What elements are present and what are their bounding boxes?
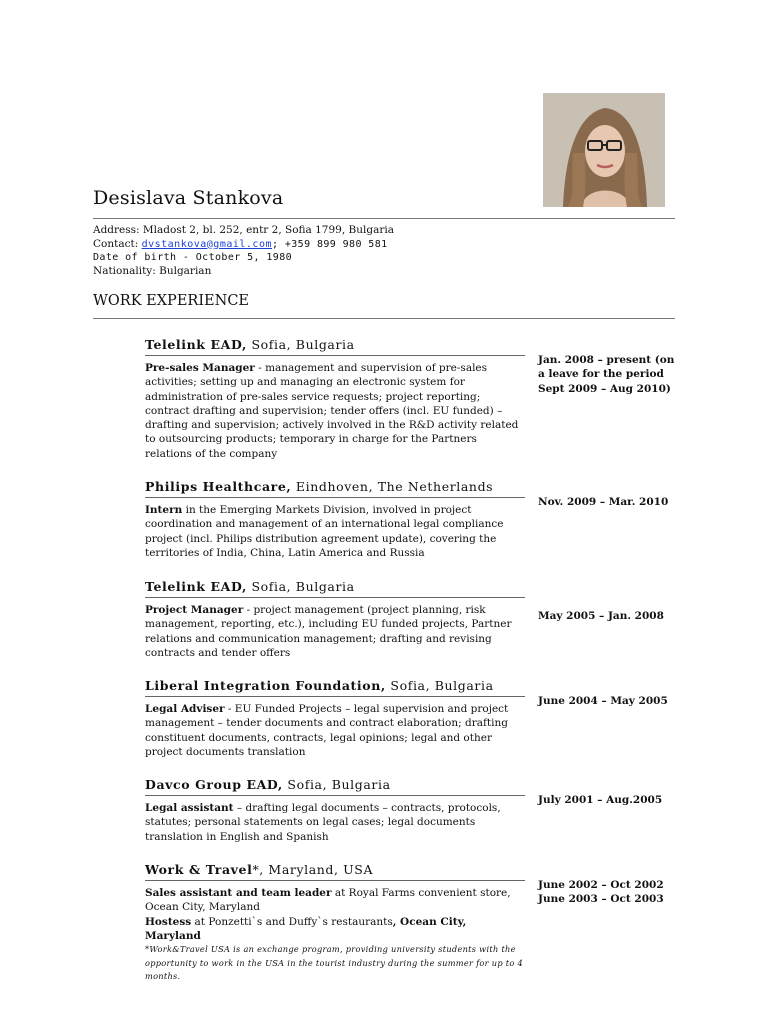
- role: Sales assistant and team leader: [145, 887, 332, 899]
- role-secondary-location: , Ocean City, Maryland: [145, 915, 467, 942]
- job-date: June 2002 – Oct 2002: [538, 879, 664, 891]
- program-footnote: *Work&Travel USA is an exchange program, providing university students with the opportunity to work in the USA in the tourist industry during the summer for up to 4 months.: [145, 944, 524, 982]
- company: Telelink EAD,: [145, 579, 247, 594]
- role-details: - management and supervision of pre-sales activities; setting up and managing an electronic system for administration of pre-sales service requests; project reporting; contract drafting and supervision; tender offers (incl. EU funded) – drafting and supervision; actively involved in the R&D activity related to outsourcing products; temporary in charge for the Partners relations of the company: [145, 362, 519, 460]
- date-of-birth: Date of birth - October 5, 1980: [93, 252, 293, 263]
- job-description: [145, 361, 525, 461]
- job-description: [145, 603, 525, 660]
- role: Intern: [145, 504, 183, 516]
- candidate-name: Desislava Stankova: [93, 187, 284, 209]
- job-header: [145, 337, 525, 352]
- location: Sofia, Bulgaria: [246, 579, 355, 594]
- job-divider: [145, 355, 525, 356]
- job-date-secondary: June 2003 – Oct 2003: [538, 893, 664, 905]
- portrait-photo-image: [543, 93, 665, 207]
- job-divider: [145, 696, 525, 697]
- job-divider: [145, 880, 525, 881]
- address: Address: Mladost 2, bl. 252, entr 2, Sofia 1799, Bulgaria: [93, 224, 394, 236]
- job-description: [145, 702, 525, 759]
- role-details: – drafting legal documents – contracts, protocols, statutes; personal statements on legal cases; legal documents translation in English and Spanish: [145, 802, 501, 843]
- job-divider: [145, 497, 525, 498]
- job-header: [145, 479, 525, 494]
- job-entry: [145, 337, 525, 461]
- company: Liberal Integration Foundation,: [145, 678, 386, 693]
- contact-line: [93, 238, 394, 252]
- role-secondary-details: at Ponzetti`s and Duffy`s restaurants: [191, 915, 393, 928]
- job-header: [145, 678, 525, 693]
- job-date: July 2001 – Aug.2005: [538, 794, 663, 806]
- phone: ; +359 899 980 581: [272, 238, 388, 250]
- job-description: [145, 801, 525, 844]
- portrait-photo: [543, 93, 665, 207]
- role-secondary: Hostess: [145, 915, 192, 928]
- job-header: [145, 579, 525, 594]
- job-entry: [145, 579, 525, 660]
- personal-info: [93, 224, 394, 278]
- job-divider: [145, 795, 525, 796]
- company: Work & Travel: [145, 862, 253, 877]
- header-divider: [93, 218, 675, 219]
- job-description: [145, 886, 525, 943]
- role-details: - EU Funded Projects – legal supervision and project management – tender documents and contract elaboration; drafting constituent documents, contracts, legal opinions; legal and other project documents translation: [145, 703, 509, 758]
- role-details: at Royal Farms convenient store, Ocean City, Maryland: [145, 887, 511, 914]
- job-entry: [145, 777, 525, 844]
- job-description: [145, 503, 525, 560]
- job-date: June 2004 – May 2005: [538, 695, 668, 707]
- role: Pre-sales Manager: [145, 362, 255, 374]
- job-header: [145, 862, 525, 877]
- role-details: in the Emerging Markets Division, involved in project coordination and management of an international legal compliance project (incl. Philips distribution agreement update), covering the territories of India, China, Latin America and Russia: [145, 504, 504, 559]
- job-entry: [145, 479, 525, 560]
- role: Legal assistant: [145, 802, 234, 814]
- role-details: - project management (project planning, risk management, reporting, etc.), including EU funded projects, Partner relations and communication management; drafting and revising contracts and tender offers: [145, 604, 512, 659]
- job-entry: [145, 862, 525, 984]
- nationality: Nationality: Bulgarian: [93, 264, 212, 277]
- job-entry: [145, 678, 525, 759]
- job-date: Nov. 2009 – Mar. 2010: [538, 496, 669, 508]
- section-divider: [93, 318, 675, 319]
- role: Legal Adviser: [145, 703, 225, 715]
- location: Sofia, Bulgaria: [385, 678, 494, 693]
- location: Sofia, Bulgaria: [282, 777, 391, 792]
- job-date: Jan. 2008 – present (on a leave for the period Sept 2009 – Aug 2010): [538, 354, 675, 395]
- company: Telelink EAD,: [145, 337, 247, 352]
- job-date: May 2005 – Jan. 2008: [538, 610, 664, 622]
- role: Project Manager: [145, 604, 244, 616]
- email-link[interactable]: dvstankova@gmail.com: [141, 238, 272, 250]
- contact-label: Contact:: [93, 237, 142, 250]
- job-header: [145, 777, 525, 792]
- company: Philips Healthcare,: [145, 479, 292, 494]
- location: *, Maryland, USA: [252, 862, 374, 877]
- location: Eindhoven, The Netherlands: [291, 479, 494, 494]
- location: Sofia, Bulgaria: [246, 337, 355, 352]
- section-title: WORK EXPERIENCE: [93, 293, 249, 309]
- job-divider: [145, 597, 525, 598]
- company: Davco Group EAD,: [145, 777, 283, 792]
